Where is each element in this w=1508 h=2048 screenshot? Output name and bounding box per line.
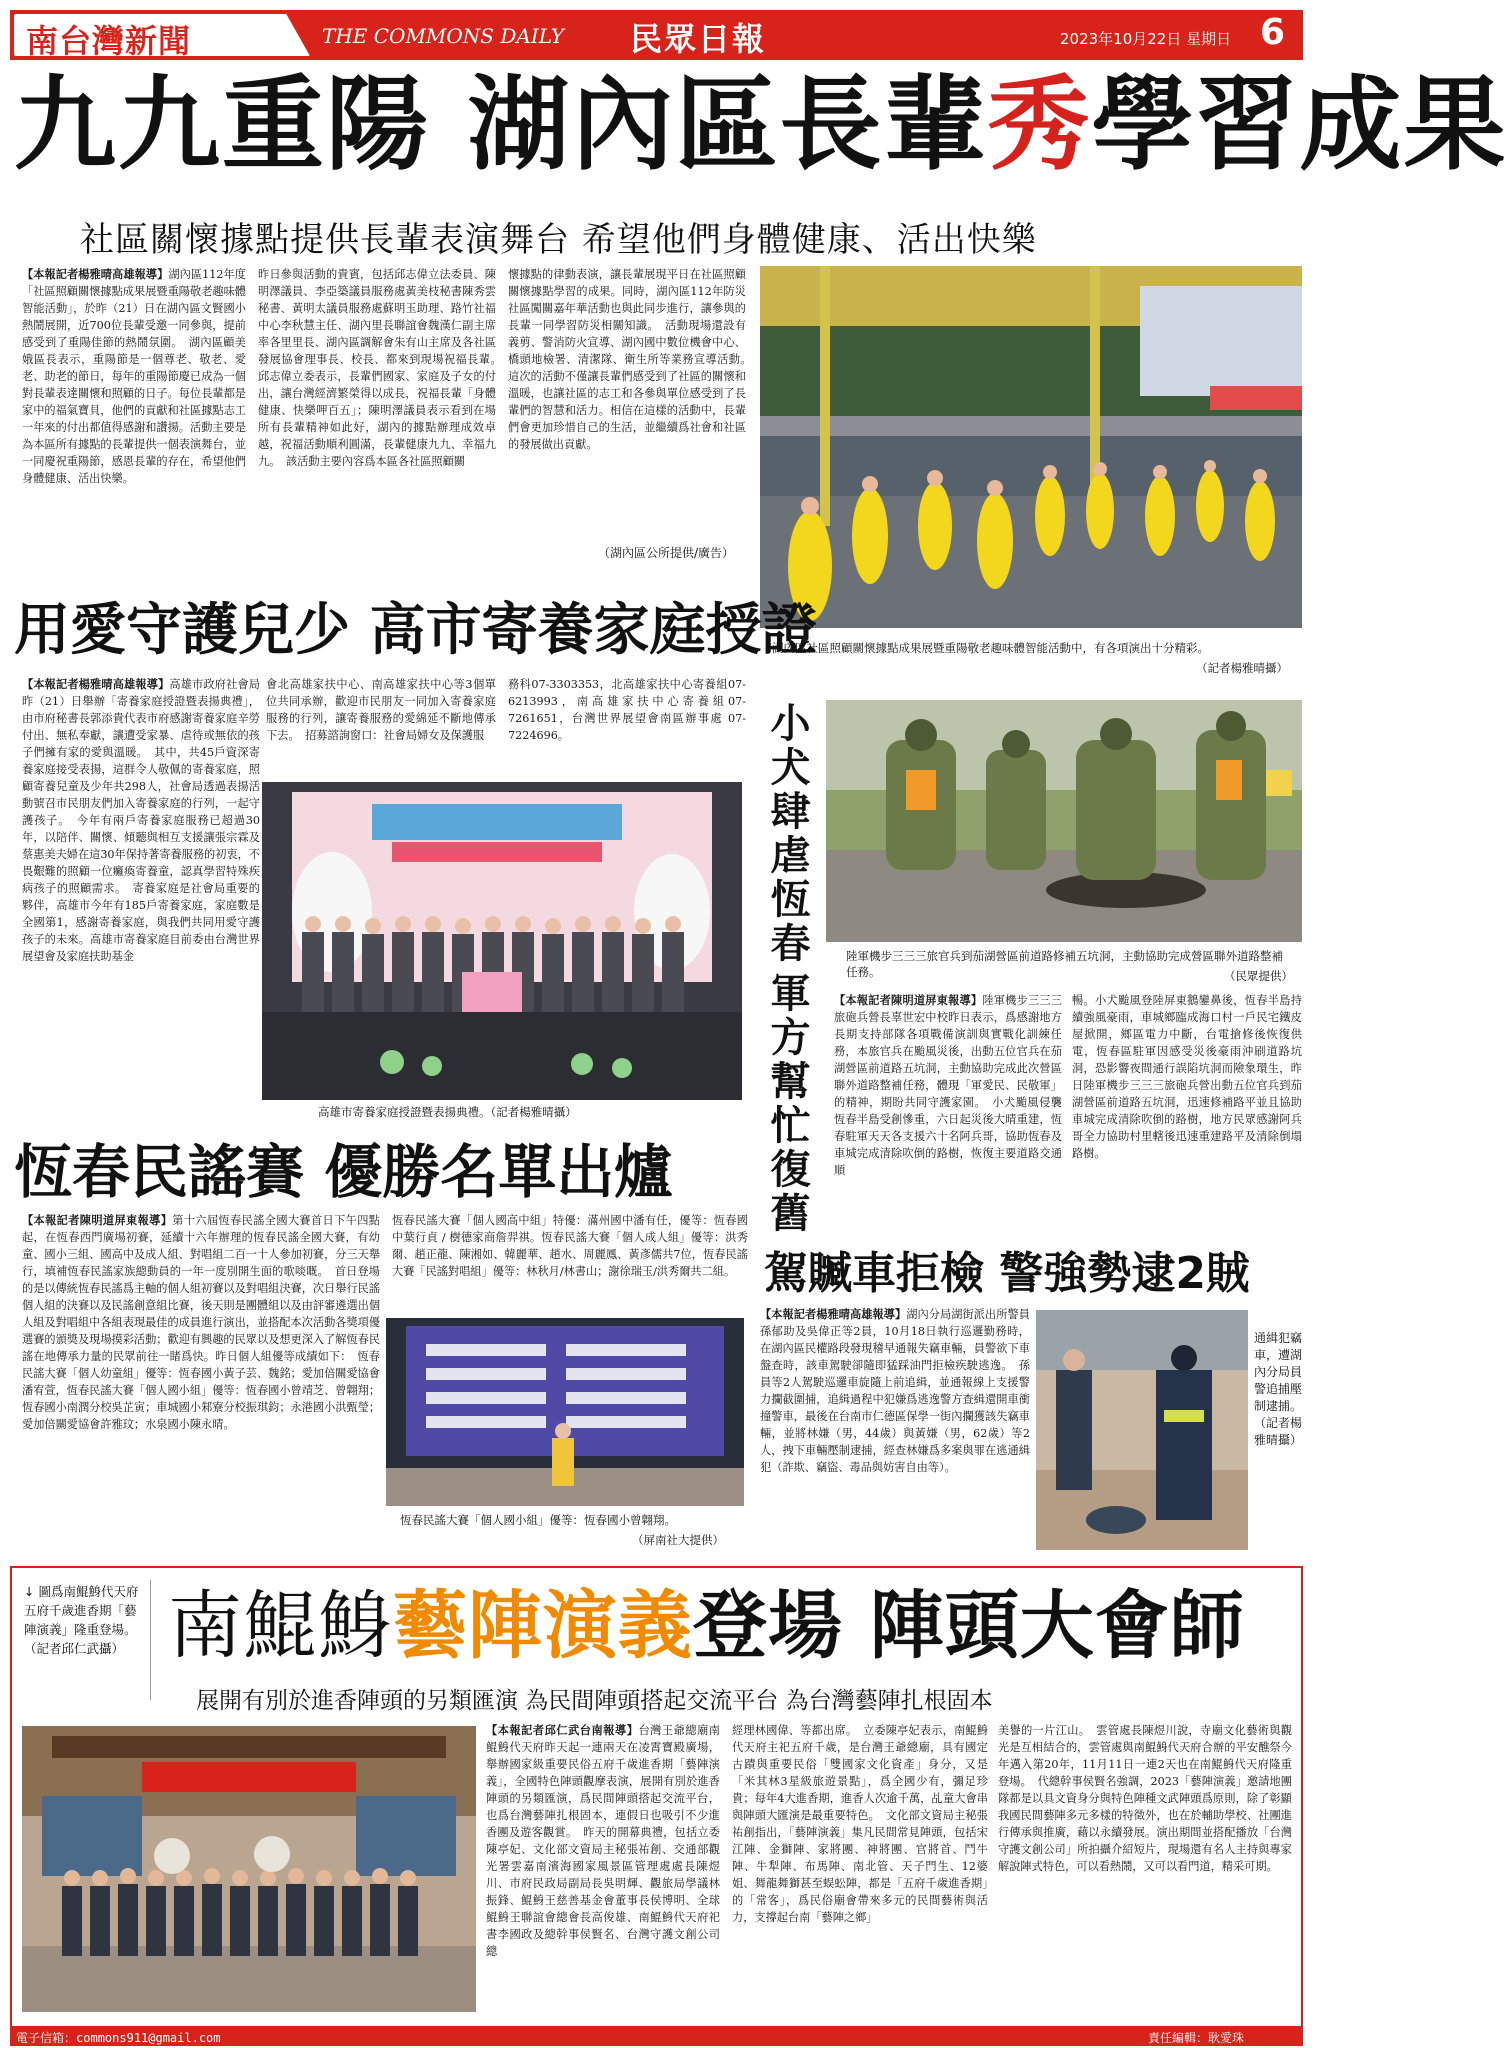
a5-photo (1036, 1310, 1248, 1550)
a2-column-1 (22, 676, 260, 1146)
a4-column-1 (22, 1212, 380, 1556)
a2-headline: 用愛守護兒少 高市寄養家庭授證 (14, 598, 818, 663)
a6-body-1: 台灣王爺總廟南鯤鯓代天府昨天起一連兩天在凌霄寶殿廣場，舉辦國家級重要民俗五府千歲進香期「藝陣演義」，全國特色陣頭觀摩表演，展開有別於進香陣頭的另類匯演，爲民間陣頭搭起交流平台，也爲台灣藝陣扎根固本，連假日也吸引不少進香團及遊客觀賞。 昨天的開幕典禮，包括立委陳亭妃、文化部文資局主秘張祐創、交通部觀光署雲嘉南濱海國家風景區管理處處長陳煜川、市府民政局副局長吳明輝、觀旅局學議林振鋒、鯤鯓王慈善基金會董事長侯博明、全球鯤鯓王聯誼會總會長高俊雄、南鯤鯓代天府祀書李國政及總幹事侯賢名、台灣守護文創公司總 (486, 1724, 720, 1958)
a1-body-1: 湖內區112年度「社區照顧關懷據點成果展暨重陽敬老趣味體智能活動」，於昨（21）日在湖內區文賢國小熱鬧展開，近700位長輩受邀一同參與，提前感受到了重陽佳節的熱鬧氛圍。 湖內區顧美娥區長表示，重陽節是一個尊老、敬老、愛老、助老的節日，每年的重陽節慶已成為一個對長輩表達關懷和照顧的日子。每位長輩都是家中的福氣寶貝，他們的貢獻和社區據點志工一年來的付出都值得感謝和讚揚。活動主要是為本區所有據點的長輩提供一個表演舞台，並一同慶祝重陽節，感恩長輩的存在，希望他們身體健康、活出快樂。 (22, 268, 246, 485)
a3-lead: 【本報記者陳明道屏東報導】 (834, 993, 983, 1007)
a1-photo-credit: （記者楊雅晴攝） (1196, 661, 1288, 675)
paper-name-zh: 民眾日報 (630, 20, 767, 58)
a2-photo-caption: 高雄市寄養家庭授證暨表揚典禮。（記者楊雅晴攝） (318, 1105, 577, 1119)
a2-lead: 【本報記者楊雅晴高雄報導】 (22, 677, 170, 691)
masthead (10, 10, 1303, 60)
a5-side-caption (1254, 1330, 1306, 1449)
a5-side-caption-credit: （記者楊雅晴攝） (1254, 1416, 1303, 1447)
a6-headline-right: 登場 陣頭大會師 (693, 1583, 1245, 1669)
a2-body-1: 高雄市政府社會局昨（21）日舉辦「寄養家庭授證暨表揚典禮」，由市府秘書長郭添貴代表市府感謝寄養家庭辛勞付出、無私奉獻，讓遭受家暴、虐待或無依的孩子們擁有家的愛與溫暖。 其中，共45戶資深寄養家庭接受表揚，這群令人敬佩的寄養家庭，照顧寄養兒童及少年共298人，社會局透過表揚活動號召市民朋友們加入寄養家庭的行列，一起守護孩子。 今年有兩戶寄養家庭服務已超過30年，以陪伴、關懷、傾聽與相互支援讓張宗霖及蔡惠美夫婦在這30年保持著寄養服務的初衷，不畏艱難的照顧一位癱瘓寄養童，認真學習特殊疾病孩子的照顧需求。 寄養家庭是社會局重要的夥伴，高雄市今年有185戶寄養家庭，家庭數是全國第1，感謝寄養家庭，與我們共同用愛守護孩子的未來。高雄市寄養家庭目前委由台灣世界展望會及家庭扶助基金 (22, 678, 260, 963)
section-label: 南台灣新聞 (26, 22, 192, 60)
a6-side-caption (24, 1582, 142, 1658)
a6-headline-highlight: 藝陣演義 (393, 1583, 693, 1669)
a4-photo-credit: （屏南社大提供） (632, 1533, 724, 1547)
a3-headline-line-2: 軍方幫忙復舊 (764, 972, 810, 1236)
a6-photo (22, 1726, 476, 2012)
a1-headline (14, 66, 1508, 186)
a4-photo-caption: 恆春民謠大賽「個人國小組」優等：恆春國小曾翺翔。 (400, 1513, 676, 1527)
a3-photo-credit: （民眾提供） (1224, 969, 1293, 983)
footer-email-block (16, 2029, 221, 2046)
a4-body-1: 第十六屆恆春民謠全國大賽首日下午四點起，在恆春西門廣場初賽，延續十六年辦理的恆春民謠全國大賽，有幼童、國小三組、國高中及成人組、對唱組二百一十人參加初賽，分三天舉行，填補恆春民謠家族總動員的一年一度別開生面的歌啖嘅。 首日登場的是以傳統恆春民謠爲主軸的個人組初賽以及對唱組決賽，次日舉行民謠個人組的決賽以及民謠創意組比賽，後天則是團體組以及由評審遴選出個人組及對唱組中各組表現最佳的成員進行演出，並搭配本次活動各獎項優選賽的頒獎及現場摸彩活動；歡迎有興趣的民眾以及想更深入了解恆春民謠在地傳承力量的民眾前往一睹爲快。昨日個人組優等成績如下： 恆春民謠大賽「個人幼童組」優等：恆春國小黃子芸、魏銘；愛加倍關愛協會 潘宥萱，恆春民謠大賽「個人國小組」優等：恆春國小曾靖芝、曾翺翔；恆春國小南潤分校吳芷寅；車城國小邾寮分校振琪鈞；永港國小洪甄瑩；愛加倍關愛協會許雅玟；水泉國小陳永晴。 (22, 1214, 381, 1431)
a5-column-1 (760, 1306, 1030, 1560)
a6-side-caption-text: 圖爲南鯤鯓代天府五府千歲進香期「藝陣演義」隆重登場。（記者邱仁武攝） (24, 1584, 139, 1656)
a6-divider (150, 1580, 151, 1700)
footer-email-label: 電子信箱： (16, 2031, 77, 2045)
a6-column-2: 經理林國偉、等都出席。 立委陳亭妃表示，南鯤鯓代天府主祀五府千歲，是台灣王爺總廟，具有國定古蹟與重要民俗「雙國家文化資產」身分，又是「米其林3星級旅遊景點」，爲全國少有，彌足珍貴；每年4大進香期，進香人次逾千萬，乩童大會串與陣頭大匯演是最重要特色。 文化部文資局主秘張祐創指出，「藝陣演義」集凡民間常見陣頭，包括宋江陣、金獅陣、家將團、神將團、官將首、鬥牛陣、牛犁陣、布馬陣、南北管、天子門生、12婆姐、舞龍舞獅甚至蜈蚣陣，都是「五府千歲進香期」的「常客」，爲民俗廟會帶來多元的民間藝術與活力，支撐起台南「藝陣之鄉」 (732, 1724, 988, 1924)
a3-photo (826, 700, 1302, 942)
a3-column-2: 暢。小犬颱風登陸屏東鵝鑾鼻後，恆春半島持續強風豪雨，車城鄉臨成海口村一戶民宅鐵皮屋掀開，鄉區電力中斷，台電搶修後恢復供電，恆春區駐軍因感受災後豪雨沖刷道路坑洞，恐影響夜間通行誤陷坑洞而險象環生，昨日陸軍機步三三三旅砲兵營出動五位官兵到茄湖營區前道路五坑洞，迅速修補路平並且協助車城完成清除吹倒的路樹，地方民眾感謝阿兵哥全力協助村里轄後迅速重建路平及清除倒塌路樹。 (1072, 994, 1302, 1160)
a5-side-caption-text: 通緝犯竊車，遭湖內分局員警追捕壓制逮捕。 (1254, 1331, 1303, 1413)
footer-email-link[interactable]: commons911@gmail.com (76, 2031, 221, 2045)
a1-column-3: 懷據點的律動表演，讓長輩展現平日在社區照顧關懷據點學習的成果。同時，湖內區112年防災社區闖關嘉年華活動也與此同步進行，讓參與的長輩一同學習防災相關知識。 活動現場還設有義剪、警消防火宣導、湖內國中數位機會中心、橋頭地檢署、清潔隊、衛生所等業務宣導活動。 這次的活動不僅讓長輩們感受到了社區的關懷和溫暖，也讓社區的志工和各參與單位感受到了長輩們的智慧和活力。相信在這樣的活動中，長輩們會更加珍惜自己的生活，並繼續爲社會和社區的發展做出貢獻。 (508, 268, 758, 451)
a1-headline-highlight: 秀 (987, 66, 1092, 185)
a3-photo-caption: 陸軍機步三三三旅官兵到茄湖營區前道路修補五坑洞，主動協助完成營區聯外道路整補任務。 (846, 949, 1283, 979)
a5-headline: 駕贓車拒檢 警強勢逮2賊 (764, 1248, 1250, 1299)
a1-column-2: 昨日參與活動的貴賓，包括邱志偉立法委員、陳明澤議員、李亞築議員服務處黃美枝秘書陳秀雲秘書、黃明太議員服務處蘇明玉助理、路竹社福中心李秋慧主任、湖內里長聯誼會魏漢仁副主席率各里里長、湖內區調解會朱有山主席及各社區發展協會理事長、校長、都來到現場祝福長輩。 邱志偉立委表示，長輩們國家、家庭及子女的付出，讓台灣經濟繁榮得以成長，祝福長輩「身體健康、快樂呷百五」；陳明澤議員表示看到在場所有長輩精神如此好，湖內的據點辦理成效卓越，祝福活動順利圓滿，長輩健康九九、幸福九九。 該活動主要內容爲本區各社區照顧關 (258, 268, 508, 468)
a4-column-2: 恆春民謠大賽「個人國高中組」特優：滿州國中潘有任，優等：恆春國中葉行貞 / 樹德家商詹羿祺。恆春民謠大賽「個人成人組」優等：洪秀爾、趙正龍、陳湘如、韓麗華、趙水、周麗鳳、黃彥儒共7位，恆春民謠大賽「民謠對唱組」優等：林秋月/林書山；謝徐瑞玉/洪秀爾共二組。 (392, 1214, 748, 1278)
a4-headline: 恆春民謠賽 優勝名單出爐 (14, 1138, 673, 1206)
a6-headline (168, 1578, 1245, 1674)
footer-editor: 責任編輯：耿愛珠 (1148, 2031, 1245, 2045)
a4-lead: 【本報記者陳明道屏東報導】 (22, 1213, 173, 1227)
a1-photo (760, 266, 1302, 628)
a6-column-1 (486, 1722, 720, 2018)
paper-name-en: THE COMMONS DAILY (322, 24, 564, 48)
a5-lead: 【本報記者楊雅晴高雄報導】 (760, 1307, 907, 1321)
a3-body-1: 陸軍機步三三三旅砲兵營長辜世宏中校昨日表示，爲感謝地方長期支持部隊各項戰備演訓與實戰化訓練任務，本旅官兵在颱風災後，出動五位官兵在茄湖營區前道路五坑洞，主動協助完成此次營區聯外道路整補任務，體現「軍愛民、民敬軍」的精神，期盼共同守護家園。 小犬颱風侵襲恆春半島受創慘重，六日起災後大晴重建，恆春駐軍天天各支援六十名阿兵哥，協助恆春及車城完成清除吹倒的路樹，恢復主要道路交通順 (834, 994, 1062, 1177)
a1-headline-right: 學習成果 (1091, 66, 1508, 185)
a3-column-1 (834, 992, 1062, 1232)
a4-photo (386, 1318, 744, 1506)
a6-down-arrow-icon: ↓ (24, 1584, 39, 1599)
a1-column-1 (22, 266, 246, 572)
a2-photo (262, 782, 742, 1100)
a2-column-3: 務科07-3303353，北高雄家扶中心寄養組07-6213993，南高雄家扶中心寄養組07-7261651，台灣世界展望會南區辦事處 07-7224696。 (508, 678, 746, 742)
a5-body-1: 湖內分局湖街派出所警員孫郁助及吳偉正等2員，10月18日執行巡邏勤務時，在湖內區民權路段發現稽早通報失竊車輛，員警欲下車盤查時，該車駕駛卻隨即猛踩油門拒檢疾駛逃逸。 孫員等2人駕駛巡邏車旋隨上前追緝，並通報線上支援警力攔截圍捕，追緝過程中犯嫌爲逃逸警方查緝還開車衝撞警車，最後在台南市仁德區保學一街內攔獲該失竊車輛，並將林嫌（男，44歲）與黃嫌（男，62歲）等2人，拽下車輛壓制逮捕，經查林嫌爲多案與罪在逃通緝犯（詐欺、竊盜、毒品與妨害自由等）。 (760, 1308, 1030, 1474)
a1-subheadline: 社區關懷據點提供長輩表演舞台 希望他們身體健康、活出快樂 (80, 220, 1037, 260)
a1-credit: （湖內區公所提供/廣告） (598, 546, 735, 560)
a2-column-2: 會北高雄家扶中心、南高雄家扶中心等3個單位共同承辦，歡迎市民朋友一同加入寄養家庭服務的行列，讓寄養服務的愛綿延不斷地傳承下去。 招募諮詢窗口：社會局婦女及保護服 (266, 678, 496, 742)
a6-headline-left: 南鯤鯓 (168, 1583, 393, 1669)
a1-photo-caption: 湖內區社區照顧關懷據點成果展暨重陽敬老趣味體智能活動中，有各項演出十分精彩。 (772, 641, 1209, 655)
a1-lead: 【本報記者楊雅晴高雄報導】 (22, 267, 169, 281)
a1-headline-left: 九九重陽 湖內區長輩 (14, 66, 988, 185)
issue-date: 2023年10月22日 星期日 (1060, 30, 1232, 48)
a3-headline-line-1: 小犬肆虐恆春 (764, 702, 810, 966)
a6-subheadline: 展開有別於進香陣頭的另類匯演 為民間陣頭搭起交流平台 為台灣藝陣扎根固本 (196, 1688, 993, 1714)
page-number: 6 (1260, 12, 1286, 53)
a6-lead: 【本報記者邱仁武台南報導】 (486, 1723, 639, 1737)
a6-column-3: 美譽的一片江山。 雲管處長陳煜川說，寺廟文化藝術與觀光是互相結合的，雲管處與南鯤鯓代天府合辦的平安醮祭今年邁入第20年，11月11日一連2天也在南鯤鯓代天府隆重登場。 代總幹事侯賢名強調，2023「藝陣演義」邀請地團隊都是以具文資身分與特色陣種文武陣頭爲原則，除了彰顯我國民間藝陣多元多樣的特徵外，也在於輔助學校、社團進行傳承與推廣，藉以永續發展。演出期間並搭配播放「台灣守護文創公司」所拍攝介紹短片，現場還有名人主持與專家解說陣式特色，可以看熱鬧，又可以看門道，精采可期。 (998, 1724, 1292, 1873)
